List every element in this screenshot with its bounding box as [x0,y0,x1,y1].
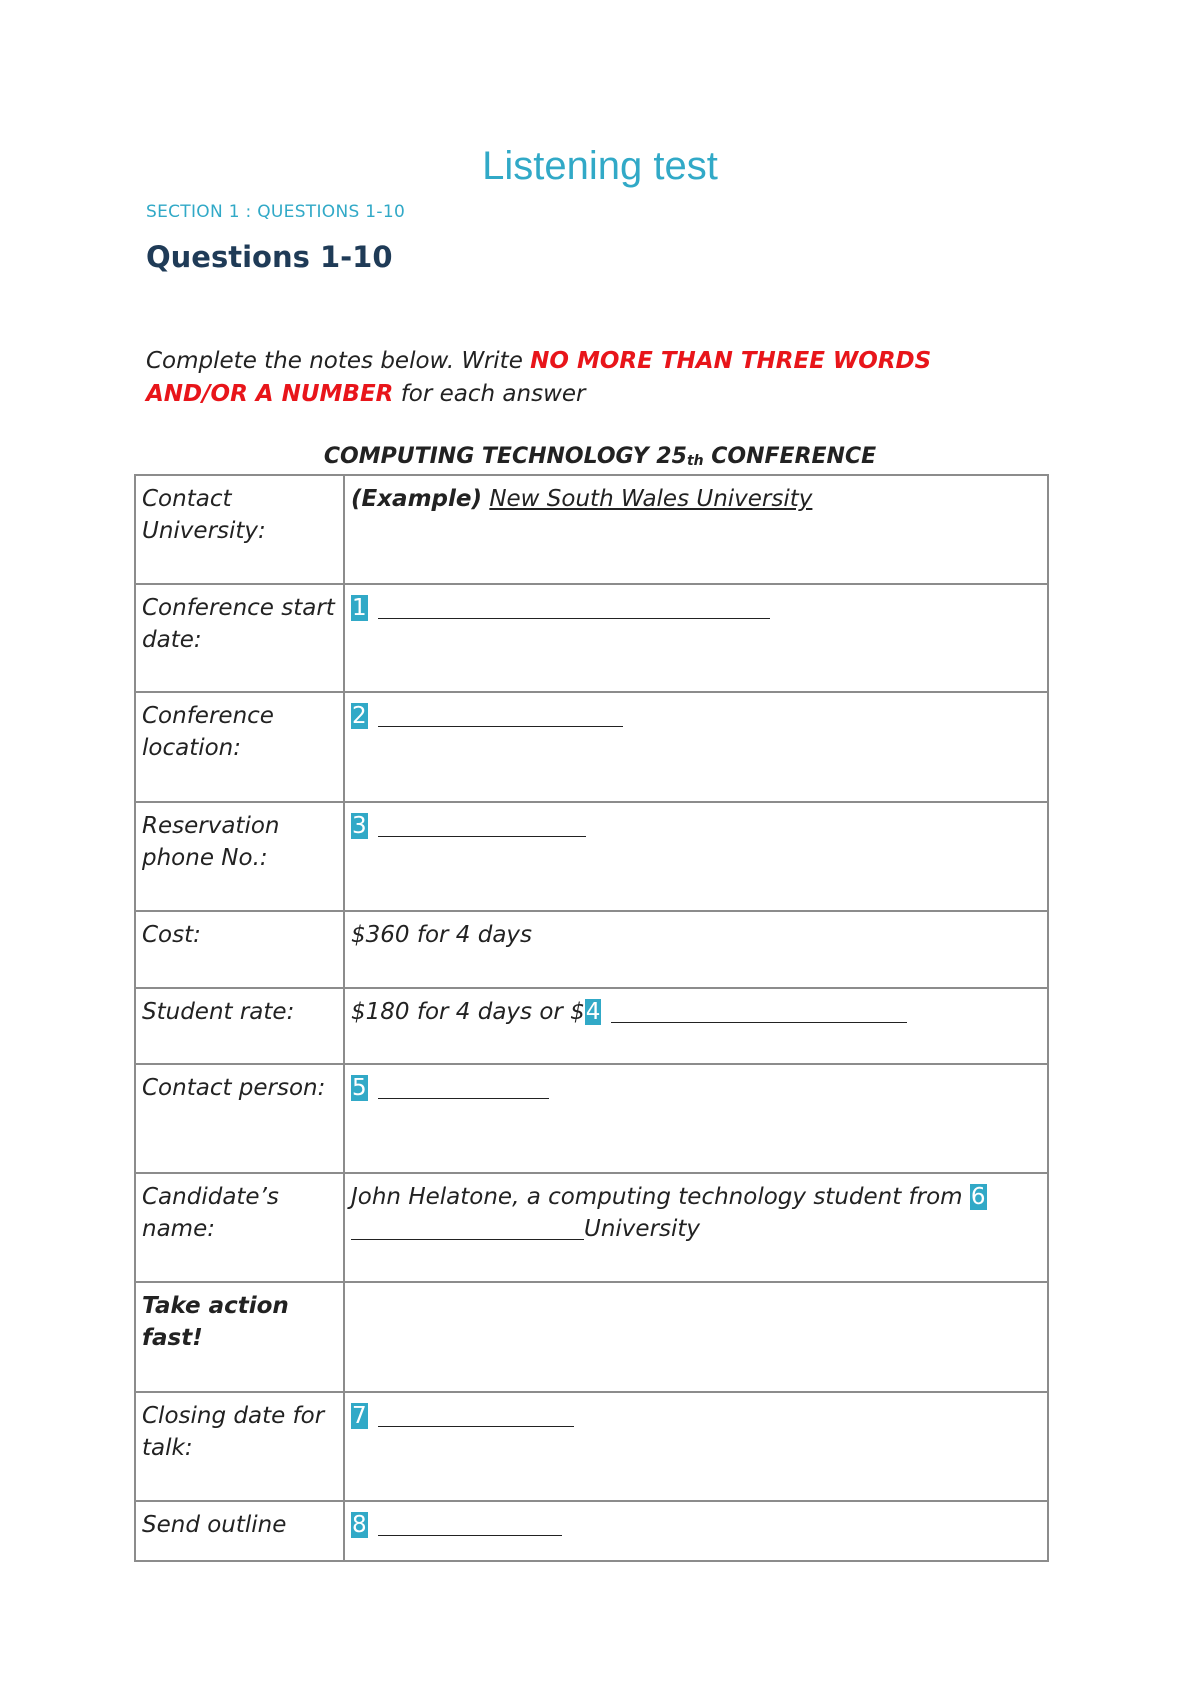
row-value [344,988,1048,1064]
table-row [135,1282,1048,1392]
row-value-suffix: University [584,1216,701,1242]
table-row [135,802,1048,911]
answer-blank[interactable] [351,1215,584,1240]
row-label: Conference location: [135,692,344,802]
instructions [146,345,1026,411]
table-row [135,1173,1048,1282]
example-tag: (Example) [351,486,483,512]
question-number: 7 [352,1403,367,1429]
row-label: Contact University: [135,475,344,584]
table-title-superscript: th [686,453,704,469]
answer-blank[interactable] [378,702,623,727]
answer-blank[interactable] [378,1402,574,1427]
question-number: 6 [970,1184,986,1210]
table-title-end: CONFERENCE [703,444,877,469]
answer-blank[interactable] [378,1511,562,1536]
row-label: Closing date for talk: [135,1392,344,1501]
row-label: Reservation phone No.: [135,802,344,911]
row-label: Candidate’s name: [135,1173,344,1282]
instructions-text: Complete the notes below. Write [146,348,531,374]
row-value-text: John Helatone, a computing technology student from [351,1184,970,1210]
row-label: Student rate: [135,988,344,1064]
row-value [344,1064,1048,1173]
instructions-emphasis: NO MORE THAN THREE WORDS AND/OR A NUMBER [146,348,932,407]
row-label: Take action fast! [135,1282,344,1392]
question-number: 5 [352,1075,367,1101]
row-value [344,802,1048,911]
question-number: 2 [352,703,367,729]
questions-heading: Questions 1-10 [146,240,393,274]
table-row [135,988,1048,1064]
row-value [344,1173,1048,1282]
table-row [135,1392,1048,1501]
table-title [0,444,1200,469]
row-value [344,1392,1048,1501]
row-value-text: $180 for 4 days or $ [351,999,585,1025]
notes-table [134,474,1049,1562]
row-value [344,584,1048,692]
table-row [135,911,1048,988]
table-row [135,692,1048,802]
row-label: Cost: [135,911,344,988]
row-label: Conference start date: [135,584,344,692]
row-label: Contact person: [135,1064,344,1173]
row-value [344,475,1048,584]
row-value [344,1282,1048,1392]
section-label: SECTION 1 : QUESTIONS 1-10 [146,202,406,222]
row-value: $360 for 4 days [344,911,1048,988]
example-answer: New South Wales University [489,486,813,512]
table-row [135,584,1048,692]
page-title: Listening test [482,144,718,188]
table-title-main: COMPUTING TECHNOLOGY 25 [323,444,687,469]
question-number: 4 [585,999,601,1025]
question-number: 1 [352,595,367,621]
instructions-text-end: for each answer [393,381,586,407]
row-label: Send outline [135,1501,344,1561]
answer-blank[interactable] [611,998,907,1023]
answer-blank[interactable] [378,1074,549,1099]
row-value [344,692,1048,802]
question-number: 3 [352,813,367,839]
table-row [135,1501,1048,1561]
answer-blank[interactable] [378,594,770,619]
table-row [135,1064,1048,1173]
answer-blank[interactable] [378,812,586,837]
question-number: 8 [352,1512,367,1538]
row-value [344,1501,1048,1561]
table-row [135,475,1048,584]
